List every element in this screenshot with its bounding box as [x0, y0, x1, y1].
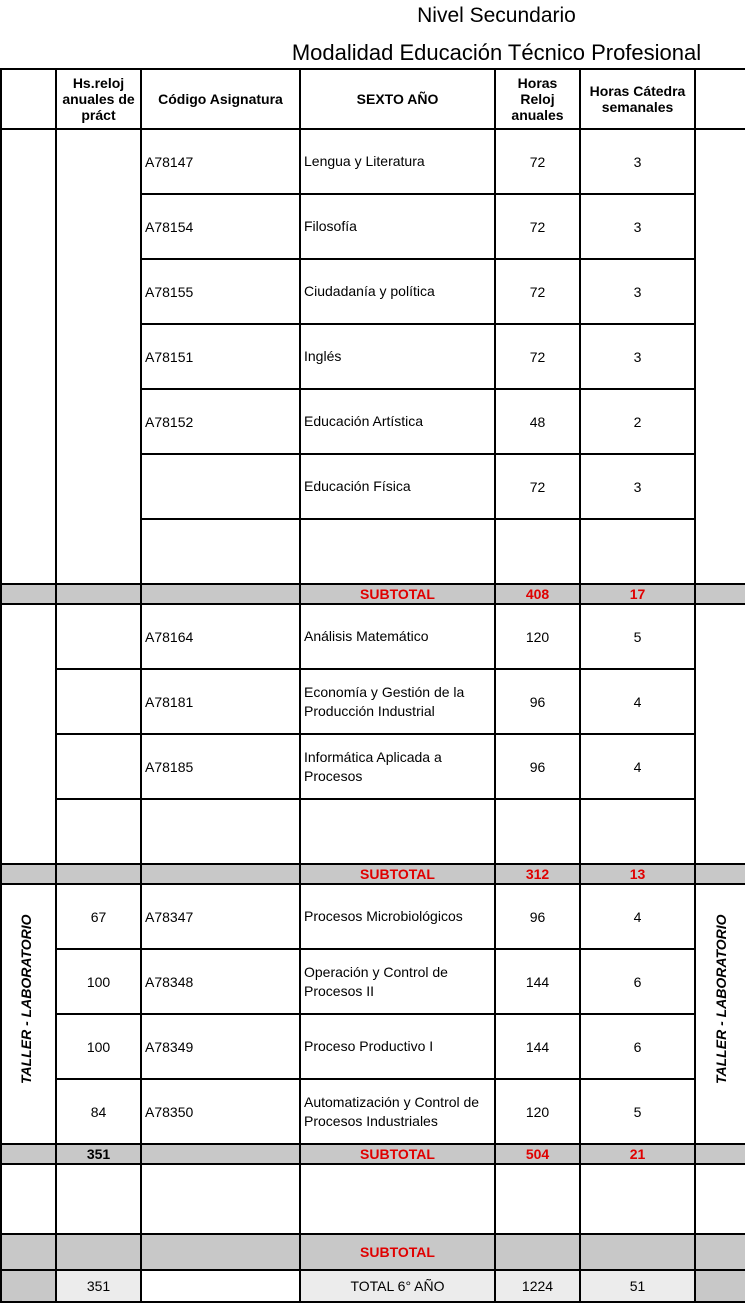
- table-row: [1, 1014, 745, 1079]
- hours-cell: 96: [495, 734, 580, 799]
- table-row: [1, 734, 745, 799]
- table-row: [1, 949, 745, 1014]
- table-row: [1, 194, 745, 259]
- subject-cell: Educación Física: [300, 454, 495, 519]
- code-cell: A78154: [141, 194, 300, 259]
- code-cell: A78181: [141, 669, 300, 734]
- catedra-cell: 4: [580, 669, 695, 734]
- code-cell: A78155: [141, 259, 300, 324]
- side-label-right: TALLER - LABORATORIO: [713, 914, 729, 1084]
- catedra-cell: 5: [580, 1079, 695, 1144]
- total-practice-hours: 351: [56, 1270, 141, 1302]
- subject-cell: Informática Aplicada a Procesos: [300, 734, 495, 799]
- hours-cell: 96: [495, 669, 580, 734]
- doc-title-level: Nivel Secundario: [417, 4, 576, 27]
- hours-cell: 72: [495, 194, 580, 259]
- subtotal-hours: 504: [495, 1144, 580, 1164]
- hours-cell: 72: [495, 259, 580, 324]
- hours-cell: 144: [495, 949, 580, 1014]
- total-row: [1, 1270, 745, 1302]
- table-row: [1, 884, 745, 949]
- header-codigo: Código Asignatura: [141, 69, 300, 129]
- table-row-empty: [1, 519, 745, 584]
- subtotal-catedra: 13: [580, 864, 695, 884]
- table-row: [1, 389, 745, 454]
- subtotal-row: [1, 864, 745, 884]
- table-row: [1, 1079, 745, 1144]
- code-cell: A78152: [141, 389, 300, 454]
- catedra-cell: 6: [580, 949, 695, 1014]
- subject-cell: Economía y Gestión de la Producción Industrial: [300, 669, 495, 734]
- catedra-cell: 3: [580, 194, 695, 259]
- doc-title-modality: Modalidad Educación Técnico Profesional: [291, 40, 702, 65]
- hours-cell: 120: [495, 1079, 580, 1144]
- subtotal-label: SUBTOTAL: [300, 1144, 495, 1164]
- subject-cell: Proceso Productivo I: [300, 1014, 495, 1079]
- subject-cell: Análisis Matemático: [300, 604, 495, 669]
- catedra-cell: 4: [580, 734, 695, 799]
- subtotal-row: [1, 1234, 745, 1270]
- table-row: [1, 604, 745, 669]
- catedra-cell: 6: [580, 1014, 695, 1079]
- header-horas-catedra: Horas Cátedra semanales: [580, 69, 695, 129]
- table-row: [1, 129, 745, 194]
- code-cell: A78164: [141, 604, 300, 669]
- catedra-cell: 3: [580, 259, 695, 324]
- hours-cell: 72: [495, 324, 580, 389]
- subtotal-hours: 312: [495, 864, 580, 884]
- code-cell: [141, 454, 300, 519]
- code-cell: A78347: [141, 884, 300, 949]
- hours-cell: 48: [495, 389, 580, 454]
- table-row-empty: [1, 799, 745, 864]
- subject-cell: Automatización y Control de Procesos Industriales: [300, 1079, 495, 1144]
- code-cell: A78151: [141, 324, 300, 389]
- catedra-cell: 5: [580, 604, 695, 669]
- total-catedra: 51: [580, 1270, 695, 1302]
- subtotal-practice-hours: 351: [56, 1144, 141, 1164]
- subject-cell: Ciudadanía y política: [300, 259, 495, 324]
- code-cell: A78147: [141, 129, 300, 194]
- total-hours: 1224: [495, 1270, 580, 1302]
- subject-cell: Filosofía: [300, 194, 495, 259]
- subject-cell: Operación y Control de Procesos II: [300, 949, 495, 1014]
- catedra-cell: 2: [580, 389, 695, 454]
- header-horas-reloj: Horas Reloj anuales: [495, 69, 580, 129]
- subtotal-label: SUBTOTAL: [300, 1234, 495, 1270]
- table-row: [1, 259, 745, 324]
- catedra-cell: 4: [580, 884, 695, 949]
- subtotal-catedra: 21: [580, 1144, 695, 1164]
- subtotal-row: [1, 584, 745, 604]
- catedra-cell: 3: [580, 129, 695, 194]
- practice-hours-cell: 84: [56, 1079, 141, 1144]
- subject-cell: Inglés: [300, 324, 495, 389]
- table-row: [1, 324, 745, 389]
- header-anio: SEXTO AÑO: [300, 69, 495, 129]
- side-label-left: TALLER - LABORATORIO: [18, 914, 34, 1084]
- subtotal-catedra: 17: [580, 584, 695, 604]
- hours-cell: 96: [495, 884, 580, 949]
- header-row: [1, 69, 745, 129]
- table-row: [1, 669, 745, 734]
- subject-cell: Educación Artística: [300, 389, 495, 454]
- header-practica: Hs.reloj anuales de práct: [56, 69, 141, 129]
- subtotal-label: SUBTOTAL: [300, 864, 495, 884]
- total-label: TOTAL 6° AÑO: [300, 1270, 495, 1302]
- table-row: [1, 454, 745, 519]
- practice-hours-cell: 67: [56, 884, 141, 949]
- table-row-empty: [1, 1164, 745, 1234]
- code-cell: A78350: [141, 1079, 300, 1144]
- subject-cell: Procesos Microbiológicos: [300, 884, 495, 949]
- subtotal-hours: 408: [495, 584, 580, 604]
- hours-cell: 144: [495, 1014, 580, 1079]
- subtotal-row: [1, 1144, 745, 1164]
- subtotal-label: SUBTOTAL: [300, 584, 495, 604]
- catedra-cell: 3: [580, 454, 695, 519]
- hours-cell: 72: [495, 129, 580, 194]
- code-cell: A78349: [141, 1014, 300, 1079]
- catedra-cell: 3: [580, 324, 695, 389]
- curriculum-table: [0, 68, 745, 1303]
- header-blank-right: [695, 69, 745, 129]
- practice-hours-cell: 100: [56, 949, 141, 1014]
- hours-cell: 72: [495, 454, 580, 519]
- subject-cell: Lengua y Literatura: [300, 129, 495, 194]
- code-cell: A78185: [141, 734, 300, 799]
- header-blank-left: [1, 69, 56, 129]
- code-cell: A78348: [141, 949, 300, 1014]
- hours-cell: 120: [495, 604, 580, 669]
- practice-hours-cell: 100: [56, 1014, 141, 1079]
